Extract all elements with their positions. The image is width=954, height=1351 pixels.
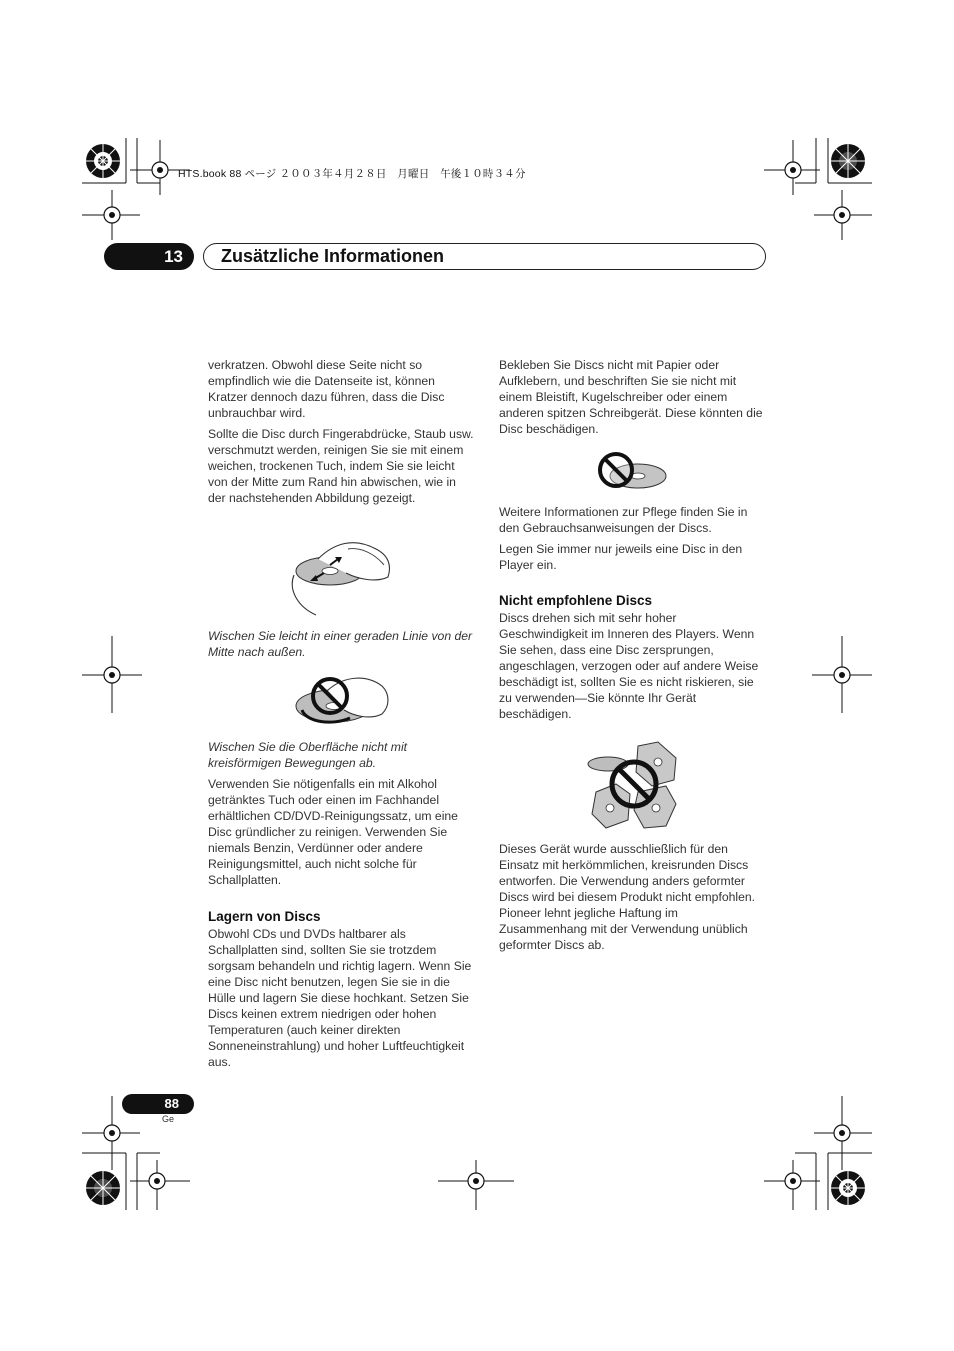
heading-storage: Lagern von Discs — [208, 909, 321, 924]
right-column-top — [499, 357, 767, 442]
file-info-line: HTS.book 88 ページ ２００３年４月２８日 月曜日 午後１０時３４分 — [178, 168, 526, 180]
paragraph-more-info: Weitere Informationen zur Pflege finden Sie in den Gebrauchsanweisungen der Discs. — [499, 505, 748, 535]
paragraph-alcohol: Verwenden Sie nötigenfalls ein mit Alkohol getränktes Tuch oder einen im Fachhandel erhältlichen CD/DVD-Reinigungssatz, um eine Disc gründlicher zu reinigen. Verwenden Sie niemals Benzin, Verdünner oder andere Reinigungsmittel, auch nicht solche für Schallplatten. — [208, 777, 458, 887]
language-code: Ge — [162, 1114, 175, 1124]
paragraph-scratches: verkratzen. Obwohl diese Seite nicht so empfindlich wie die Datenseite ist, können Kratzer dennoch dazu führen, dass die Disc unbrauchbar wird. — [208, 358, 445, 420]
left-column-lower — [208, 739, 476, 1075]
paragraph-labels: Bekleben Sie Discs nicht mit Papier oder Aufklebern, und beschriften Sie sie nicht mit einem Bleistift, Kugelschreiber oder einem anderen spitzen Schreibgerät. Diese könnten die Disc beschädigen. — [499, 358, 763, 436]
paragraph-damaged-discs: Discs drehen sich mit sehr hoher Geschwindigkeit im Inneren des Players. Wenn Sie sehen, dass eine Disc zersprungen, angeschlagen, verzogen oder auf andere Weise beschädigt ist, sollten Sie es nicht riskieren, sie zu verwenden—Sie könnte Ihr Gerät beschädigen. — [499, 611, 759, 721]
chapter-title: Zusätzliche Informationen — [203, 243, 766, 270]
paragraph-one-disc: Legen Sie immer nur jeweils eine Disc in den Player ein. — [499, 542, 743, 572]
paragraph-storage: Obwohl CDs und DVDs haltbarer als Schallplatten sind, sollten Sie sie trotzdem sorgsam behandeln und richtig lagern. Wenn Sie eine Disc nicht benutzen, legen Sie sie in die Hülle und lagern Sie diese hochkant. Setzen Sie Discs keinen extrem niedrigen oder hohen Temperaturen (auch keiner direkten Sonneneinstrahlung) und hoher Luftfeuchtigkeit aus. — [208, 927, 472, 1069]
damaged-discs-illustration — [586, 740, 686, 832]
paragraph-cleaning: Sollte die Disc durch Fingerabdrücke, Staub usw. verschmutzt werden, reinigen Sie sie mit einem weichen, trockenen Tuch, indem Sie sie leicht von der Mitte zum Rand hin abwischen, wie in der nachstehenden Abbildung gezeigt. — [208, 427, 474, 505]
left-column-caption1 — [208, 628, 476, 665]
right-column-middle — [499, 504, 767, 727]
paragraph-round-discs: Dieses Gerät wurde ausschließlich für den Einsatz mit herkömmlichen, kreisrunden Discs entworfen. Die Verwendung anders geformter Discs wird bei diesem Produkt nicht empfohlen. Pioneer lehnt jegliche Haftung im Zusammenhang mit der Verwendung unüblich geformter Discs ab. — [499, 842, 756, 952]
left-column — [208, 357, 476, 511]
wipe-straight-illustration — [288, 535, 398, 617]
caption-wipe-straight: Wischen Sie leicht in einer geraden Linie von der Mitte nach außen. — [208, 629, 473, 659]
right-column-bottom — [499, 841, 767, 958]
heading-not-recommended: Nicht empfohlene Discs — [499, 593, 653, 608]
caption-no-circular: Wischen Sie die Oberfläche nicht mit kreisförmigen Bewegungen ab. — [208, 740, 408, 770]
page-number: 88 — [122, 1094, 194, 1114]
no-sticker-illustration — [594, 448, 674, 498]
no-circular-wipe-illustration — [288, 670, 398, 740]
chapter-number-badge: 13 — [104, 243, 194, 270]
